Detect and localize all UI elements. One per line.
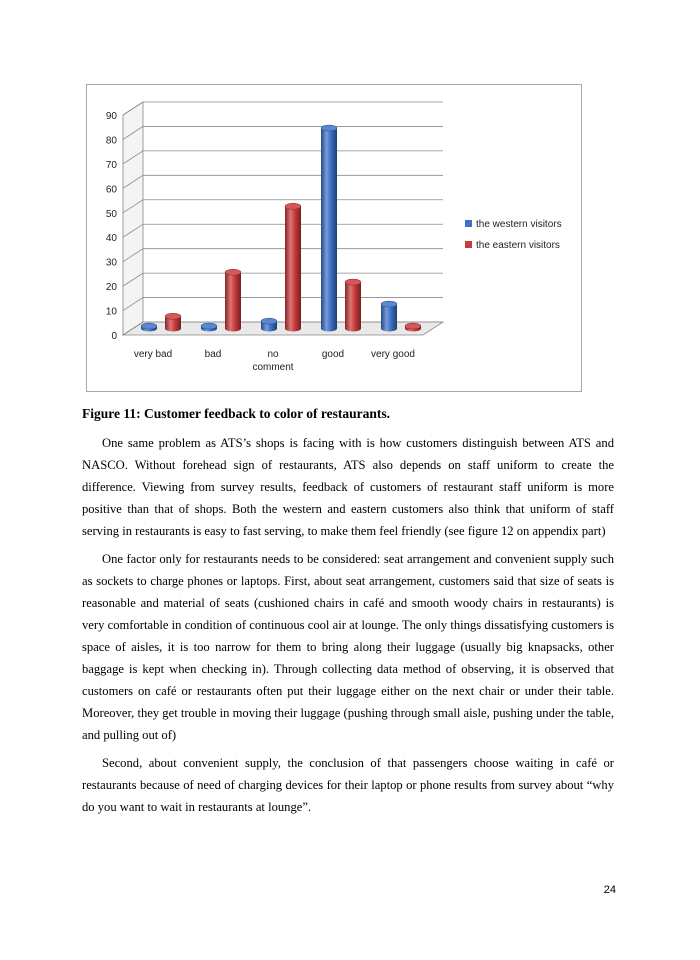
figure-caption xyxy=(82,406,390,422)
x-tick-label: comment xyxy=(252,362,294,373)
bar-top xyxy=(285,203,301,209)
gridline xyxy=(123,175,443,188)
x-tick-label: very bad xyxy=(133,349,173,360)
legend-swatch xyxy=(465,241,472,248)
gridline xyxy=(123,200,443,213)
bar-top xyxy=(201,323,217,329)
legend-swatch xyxy=(465,220,472,227)
chart-side-wall xyxy=(123,102,143,335)
bar-top xyxy=(141,323,157,329)
bar-chart xyxy=(86,84,582,392)
y-tick-label: 60 xyxy=(105,184,117,196)
gridline xyxy=(123,126,443,139)
bar xyxy=(321,125,337,331)
bar-top xyxy=(225,269,241,275)
y-tick-label: 50 xyxy=(105,208,117,220)
gridline xyxy=(123,249,443,262)
legend-label: the western visitors xyxy=(476,219,562,230)
y-tick-label: 30 xyxy=(105,257,117,269)
figure-caption-text: Figure 11: Customer feedback to color of restaurants xyxy=(82,406,387,421)
bar-top xyxy=(165,313,181,319)
x-tick-label: good xyxy=(321,349,345,360)
body-text xyxy=(82,432,614,824)
gridline xyxy=(123,224,443,237)
paragraph-1: One same problem as ATS’s shops is facing with is how customers distinguish between ATS and NASCO. Without forehead sign of restaurants, ATS also depends on staff uniform to create the difference. Viewing from survey results, feedback of customers of restaurant staff uniform is more positive than that of shops. Both the western and eastern customers also think that uniform of staff serving in restaurants is easy to fast serving, to make them feel friendly (see figure 12 on appendix part) xyxy=(82,436,614,538)
gridline xyxy=(123,273,443,286)
bar xyxy=(225,269,241,331)
bar-top xyxy=(381,301,397,307)
y-tick-label: 70 xyxy=(105,159,117,171)
gridline xyxy=(123,151,443,164)
x-tick-label: very good xyxy=(371,349,415,360)
chart-canvas xyxy=(87,85,581,391)
bar-top xyxy=(345,279,361,285)
y-tick-label: 10 xyxy=(105,306,117,318)
y-tick-label: 0 xyxy=(111,331,117,342)
bar-top xyxy=(405,323,421,329)
bar xyxy=(285,203,301,331)
y-tick-label: 20 xyxy=(105,282,117,294)
legend-label: the eastern visitors xyxy=(476,240,560,251)
bar xyxy=(345,279,361,331)
x-tick-label: no xyxy=(267,349,279,360)
page-number: 24 xyxy=(603,884,616,896)
y-tick-label: 90 xyxy=(105,111,117,122)
caption-period: . xyxy=(386,406,390,421)
paragraph-3: Second, about convenient supply, the conclusion of that passengers choose waiting in café or restaurants because of need of charging devices for their laptop or phone results from survey about “why do you want to wait in restaurants at lounge”. xyxy=(82,756,614,814)
gridline xyxy=(123,102,443,115)
x-tick-label: bad xyxy=(204,349,222,360)
bar-top xyxy=(321,125,337,131)
y-tick-label: 80 xyxy=(105,135,117,147)
y-tick-label: 40 xyxy=(105,233,117,245)
paragraph-2: One factor only for restaurants needs to be considered: seat arrangement and convenient supply such as sockets to charge phones or laptops. First, about seat arrangement, customers said that size of seats is reasonable and material of seats (cushioned chairs in café and smooth woody chairs in restaurants) is very comfortable in condition of continuous cool air at lounge. The only things dissatisfying customers is space of aisles, it is too narrow for them to bring along their luggage (usually big knapsacks, other baggage is kept when checking in). Through collecting data method of observing, it is observed that customers on café or restaurants often put their luggage either on the next chair or under their table. Moreover, they get trouble in moving their luggage (pushing through small aisle, pushing under the table, and pulling out of) xyxy=(82,552,614,742)
bar-top xyxy=(261,318,277,324)
